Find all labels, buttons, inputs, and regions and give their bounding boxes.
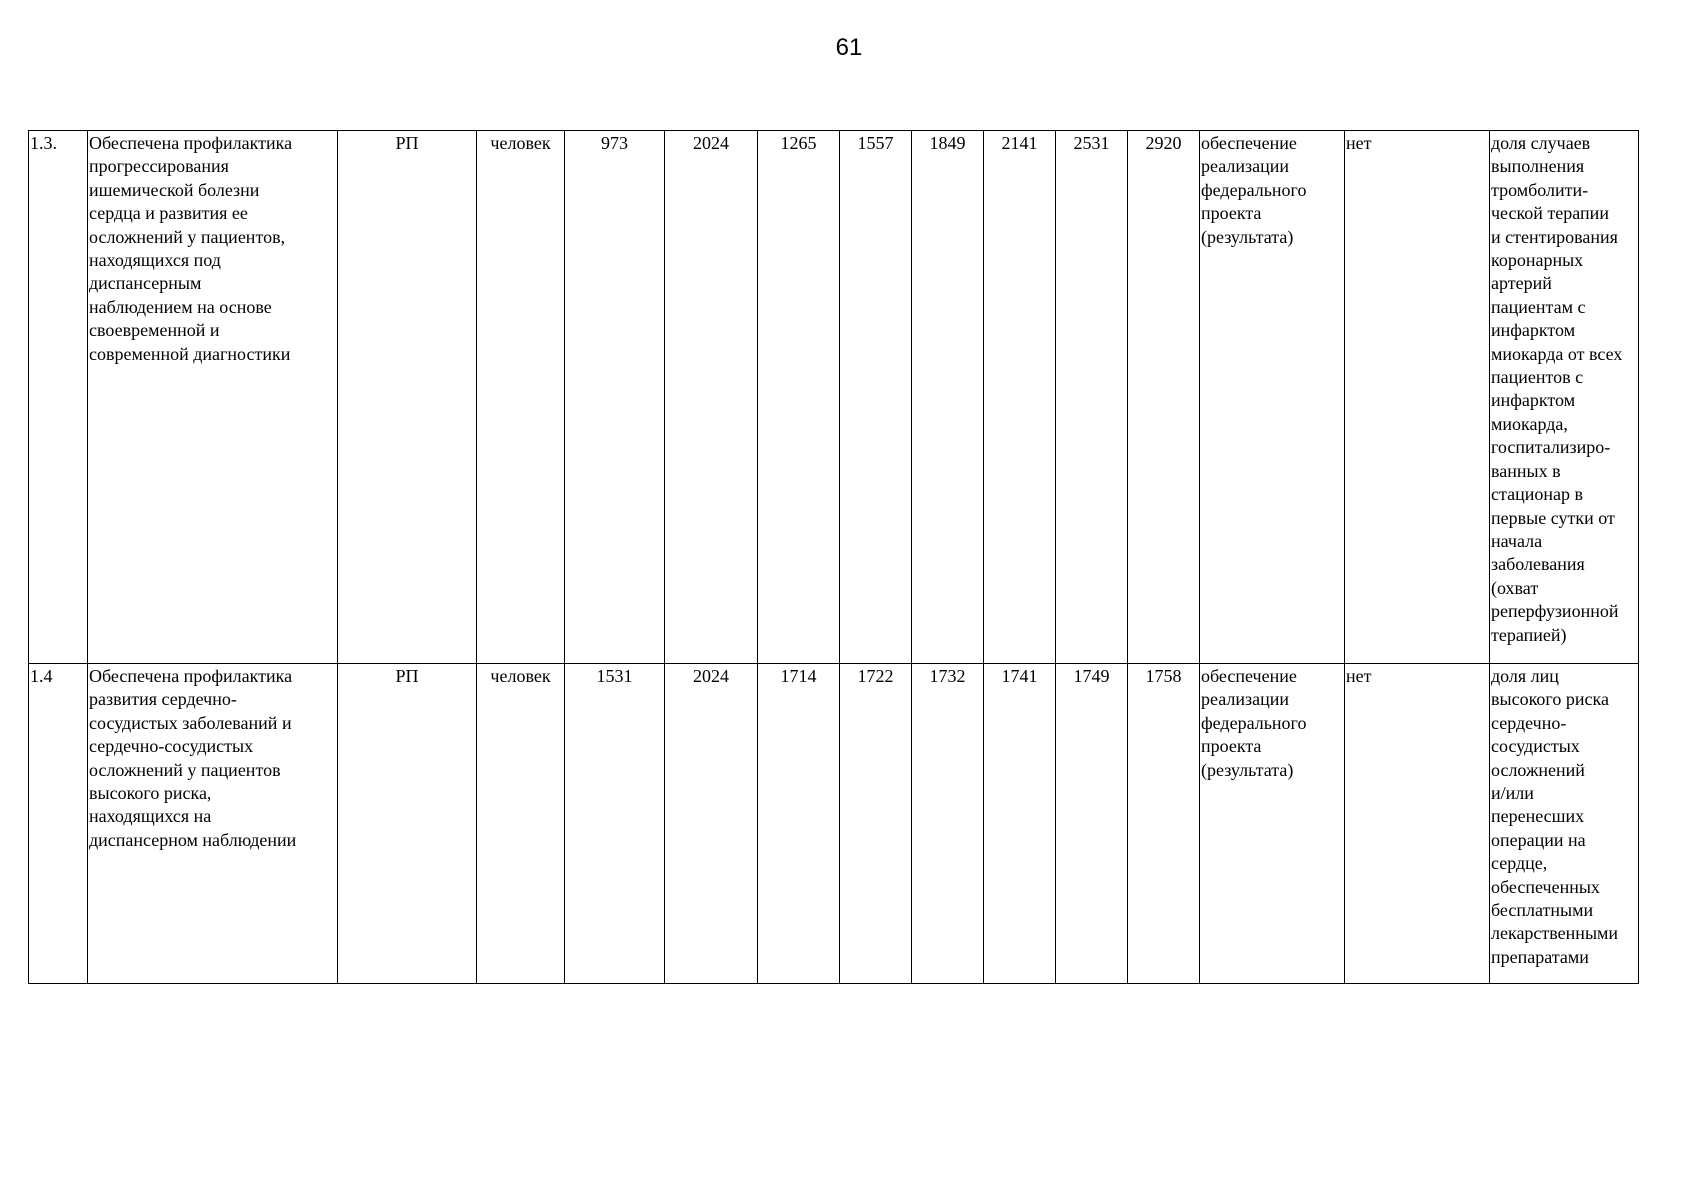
row-base-year: 2024 <box>665 664 758 984</box>
row-base-value: 1531 <box>565 664 665 984</box>
row-base-year: 2024 <box>665 131 758 664</box>
row-level: РП <box>338 131 477 664</box>
row-indicator: доля случаев выполнения тромболити- ческой терапии и стентирования коронарных артерий пациентам с инфарктом миокарда от всех пациентов с инфарктом миокарда, госпитализиро- ванных в стационар в первые сутки от начала заболевания (охват реперфузионной терапией) <box>1490 131 1639 664</box>
row-level: РП <box>338 664 477 984</box>
row-value-5: 1749 <box>1056 664 1128 984</box>
table-row <box>29 664 1639 984</box>
table-row <box>29 131 1639 664</box>
row-number: 1.4 <box>29 664 88 984</box>
row-value-1: 1714 <box>758 664 840 984</box>
row-value-1: 1265 <box>758 131 840 664</box>
row-value-3: 1732 <box>912 664 984 984</box>
row-unit: человек <box>477 131 565 664</box>
row-value-4: 2141 <box>984 131 1056 664</box>
row-unit: человек <box>477 664 565 984</box>
row-flag: нет <box>1345 664 1490 984</box>
row-type: обеспечение реализации федерального проекта (результата) <box>1200 131 1345 664</box>
row-flag: нет <box>1345 131 1490 664</box>
row-indicator: доля лиц высокого риска сердечно- сосудистых осложнений и/или перенесших операции на сердце, обеспеченных бесплатными лекарственными препаратами <box>1490 664 1639 984</box>
row-type: обеспечение реализации федерального проекта (результата) <box>1200 664 1345 984</box>
row-value-6: 1758 <box>1128 664 1200 984</box>
row-name: Обеспечена профилактика прогрессирования ишемической болезни сердца и развития ее осложнений у пациентов, находящихся под диспансерным наблюдением на основе своевременной и современной диагностики <box>88 131 338 664</box>
page-number: 61 <box>835 34 863 61</box>
row-value-4: 1741 <box>984 664 1056 984</box>
measures-table <box>28 130 1639 984</box>
row-number: 1.3. <box>29 131 88 664</box>
row-value-3: 1849 <box>912 131 984 664</box>
row-value-5: 2531 <box>1056 131 1128 664</box>
row-name: Обеспечена профилактика развития сердечно- сосудистых заболеваний и сердечно-сосудистых осложнений у пациентов высокого риска, находящихся на диспансерном наблюдении <box>88 664 338 984</box>
row-value-6: 2920 <box>1128 131 1200 664</box>
row-value-2: 1557 <box>840 131 912 664</box>
row-base-value: 973 <box>565 131 665 664</box>
row-value-2: 1722 <box>840 664 912 984</box>
